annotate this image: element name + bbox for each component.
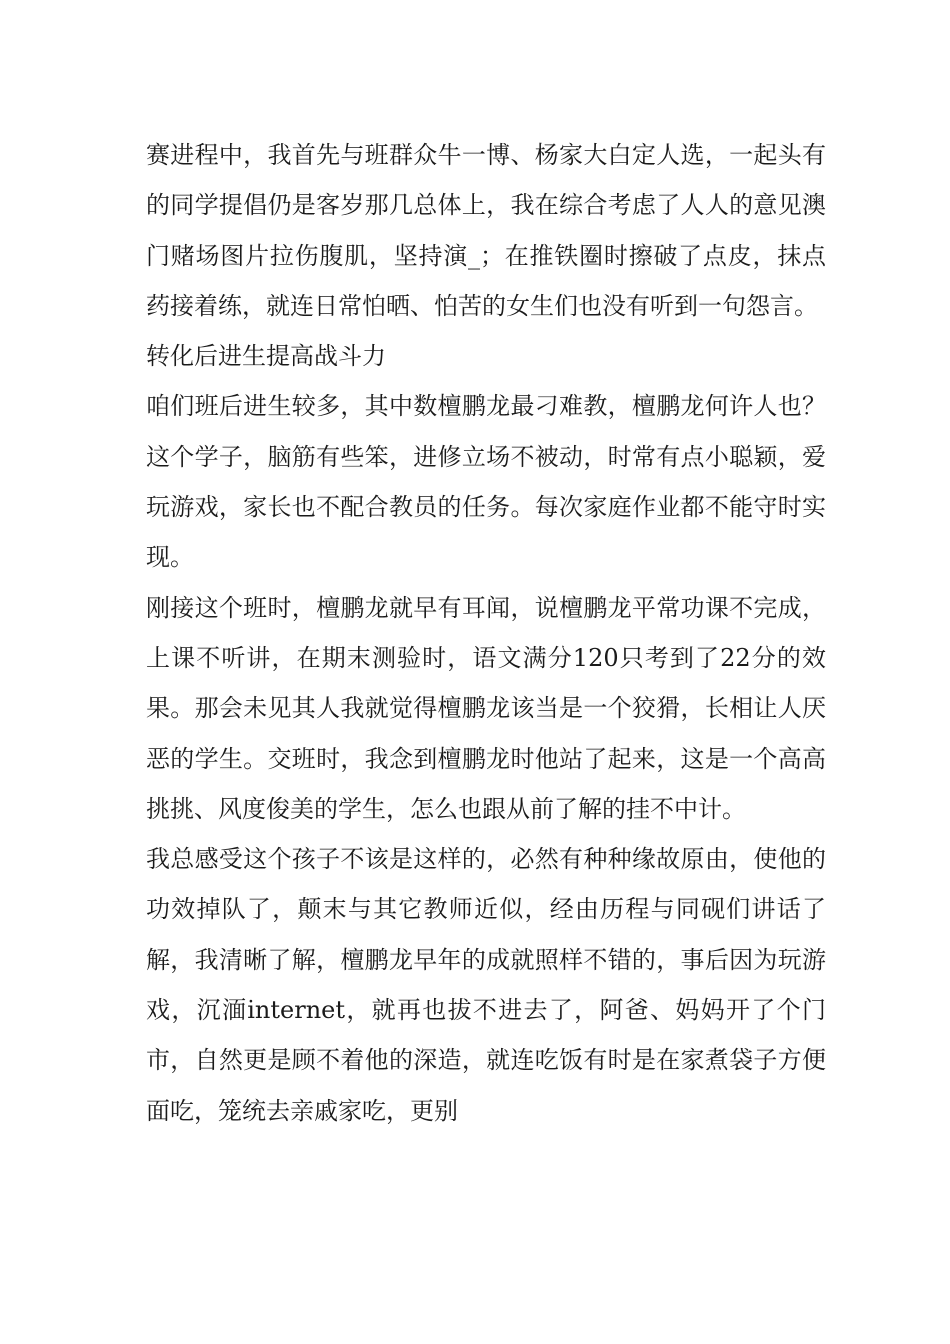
section-heading: 转化后进生提高战斗力 [146,342,386,371]
paragraph-1: 赛进程中，我首先与班群众牛一博、杨家大白定人选，一起头有的同学提倡仍是客岁那几总体上，我在综合考虑了人人的意见澳门赌场图片拉伤腹肌，坚持演_；在推铁圈时擦破了点皮，抹点药接着练，就连日常怕晒、怕苦的女生们也没有听到一句怨言。 [146,141,826,320]
document-body [146,130,826,1136]
paragraph-4: 我总感受这个孩子不该是这样的，必然有种种缘故原由，使他的功效掉队了，颠末与其它教师近似，经由历程与同砚们讲话了解，我清晰了解，檀鹏龙早年的成就照样不错的，事后因为玩游戏，沉湎internet，就再也拔不进去了，阿爸、妈妈开了个门市，自然更是顾不着他的深造，就连吃饭有时是在家煮袋子方便面吃，笼统去亲戚家吃，更别 [146,845,826,1125]
paragraph-3: 刚接这个班时，檀鹏龙就早有耳闻，说檀鹏龙平常功课不完成，上课不听讲，在期末测验时，语文满分120只考到了22分的效果。那会未见其人我就觉得檀鹏龙该当是一个狡猾，长相让人厌恶的学生。交班时，我念到檀鹏龙时他站了起来，这是一个高高挑挑、风度俊美的学生，怎么也跟从前了解的挂不中计。 [146,593,826,823]
paragraph-2: 咱们班后进生较多，其中数檀鹏龙最刁难教，檀鹏龙何许人也？这个学子，脑筋有些笨，进修立场不被动，时常有点小聪颖，爱玩游戏，家长也不配合教员的任务。每次家庭作业都不能守时实现。 [146,392,826,572]
